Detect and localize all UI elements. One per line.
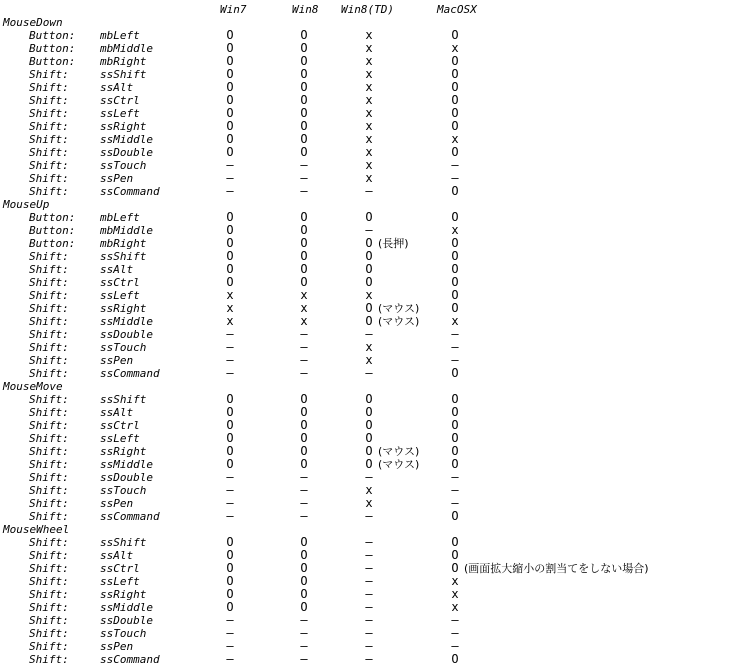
parameter-label: ssShift [100,68,147,81]
support-mark-win7: — [226,613,234,627]
event-type-label: Shift: [29,562,69,575]
event-type-label: Shift: [29,640,69,653]
support-mark-win7: O [226,223,234,237]
event-type-label: Shift: [29,445,69,458]
support-mark-win7: — [226,496,234,510]
event-type-label: Shift: [29,302,69,315]
section-title: MouseUp [3,198,50,211]
support-mark-win7: — [226,509,234,523]
parameter-label: ssLeft [100,575,140,588]
support-mark-win8td: O [365,275,373,289]
event-type-label: Shift: [29,549,69,562]
section-title: MouseDown [3,16,63,29]
event-type-label: Shift: [29,393,69,406]
event-type-label: Shift: [29,406,69,419]
parameter-label: ssLeft [100,432,140,445]
parameter-label: ssTouch [100,627,147,640]
event-type-label: Shift: [29,81,69,94]
win8td-note: (マウス) [378,445,420,458]
support-mark-macosx: O [451,119,459,133]
support-mark-win8td: O [365,262,373,276]
support-mark-macosx: x [451,132,459,146]
support-mark-win8: — [300,366,308,380]
support-mark-macosx: O [451,288,459,302]
parameter-label: ssPen [100,497,134,510]
parameter-label: ssLeft [100,289,140,302]
parameter-label: ssAlt [100,549,134,562]
event-type-label: Button: [29,211,76,224]
support-mark-win8td: — [365,223,373,237]
support-mark-win7: — [226,366,234,380]
support-mark-win8: O [300,145,308,159]
support-mark-macosx: — [451,613,459,627]
support-mark-win8: O [300,275,308,289]
support-mark-win7: — [226,184,234,198]
support-mark-macosx: — [451,158,459,172]
event-type-label: Button: [29,224,76,237]
support-mark-win8td: O [365,457,373,471]
parameter-label: ssDouble [100,471,153,484]
support-mark-win8: x [300,301,308,315]
support-mark-macosx: x [451,574,459,588]
support-mark-macosx: O [451,67,459,81]
support-mark-win8td: x [365,80,373,94]
parameter-label: mbRight [100,55,147,68]
support-mark-win8td: O [365,405,373,419]
support-mark-win8: O [300,431,308,445]
support-mark-win7: x [226,288,234,302]
support-mark-win8td: O [365,444,373,458]
support-mark-win8td: — [365,535,373,549]
event-type-label: Button: [29,42,76,55]
event-type-label: Shift: [29,458,69,471]
support-mark-win8td: — [365,509,373,523]
parameter-label: ssAlt [100,81,134,94]
support-mark-win7: O [226,106,234,120]
support-mark-win8: O [300,236,308,250]
event-type-label: Shift: [29,432,69,445]
parameter-label: ssRight [100,588,147,601]
support-mark-win7: O [226,457,234,471]
support-mark-win7: O [226,80,234,94]
support-mark-macosx: O [451,236,459,250]
parameter-label: ssDouble [100,328,153,341]
support-mark-win7: — [226,340,234,354]
support-mark-win7: O [226,392,234,406]
support-mark-win7: O [226,275,234,289]
support-mark-macosx: O [451,106,459,120]
support-mark-macosx: O [451,392,459,406]
support-mark-macosx: — [451,353,459,367]
parameter-label: mbLeft [100,29,140,42]
support-mark-win7: — [226,652,234,665]
win8td-note: (長押) [378,237,409,250]
support-mark-macosx: — [451,626,459,640]
support-mark-win7: — [226,158,234,172]
event-type-label: Shift: [29,601,69,614]
support-mark-macosx: O [451,249,459,263]
parameter-label: ssRight [100,120,147,133]
support-mark-macosx: — [451,639,459,653]
support-mark-win7: O [226,535,234,549]
parameter-label: ssAlt [100,263,134,276]
support-mark-win8: O [300,405,308,419]
parameter-label: ssCtrl [100,419,140,432]
parameter-label: ssCommand [100,510,160,523]
support-mark-win8td: x [365,28,373,42]
support-mark-win7: — [226,171,234,185]
column-header-win8: Win8 [292,3,319,16]
parameter-label: ssTouch [100,159,147,172]
parameter-label: mbRight [100,237,147,250]
support-mark-win8td: x [365,145,373,159]
support-mark-macosx: O [451,509,459,523]
support-mark-macosx: O [451,80,459,94]
support-mark-win8: O [300,392,308,406]
support-mark-macosx: x [451,587,459,601]
parameter-label: ssMiddle [100,315,153,328]
parameter-label: ssPen [100,640,134,653]
support-mark-win8td: O [365,301,373,315]
support-mark-win8td: x [365,67,373,81]
parameter-label: ssCtrl [100,562,140,575]
event-type-label: Shift: [29,289,69,302]
support-mark-win8td: O [365,418,373,432]
support-mark-macosx: O [451,210,459,224]
support-mark-win8: — [300,496,308,510]
support-mark-macosx: O [451,262,459,276]
event-type-label: Shift: [29,367,69,380]
support-mark-macosx: — [451,496,459,510]
support-mark-win8td: x [365,119,373,133]
parameter-label: ssRight [100,302,147,315]
support-mark-win8td: x [365,496,373,510]
support-mark-macosx: O [451,93,459,107]
support-mark-win8: x [300,288,308,302]
support-mark-win7: x [226,301,234,315]
support-mark-win8td: — [365,639,373,653]
support-mark-macosx: O [451,548,459,562]
support-mark-win8td: — [365,366,373,380]
support-mark-win8: O [300,561,308,575]
event-type-label: Shift: [29,510,69,523]
support-mark-win8td: — [365,184,373,198]
support-mark-macosx: O [451,54,459,68]
event-type-label: Shift: [29,653,69,665]
support-mark-macosx: O [451,652,459,665]
support-mark-win8td: O [365,236,373,250]
parameter-label: ssMiddle [100,458,153,471]
support-mark-macosx: O [451,457,459,471]
support-mark-macosx: O [451,418,459,432]
parameter-label: ssCtrl [100,94,140,107]
parameter-label: ssTouch [100,341,147,354]
support-mark-win7: O [226,28,234,42]
event-type-label: Shift: [29,159,69,172]
support-mark-macosx: — [451,470,459,484]
support-mark-win8: O [300,28,308,42]
support-mark-win8: — [300,158,308,172]
win8td-note: (マウス) [378,315,420,328]
event-type-label: Shift: [29,484,69,497]
parameter-label: ssPen [100,172,134,185]
support-mark-macosx: O [451,28,459,42]
support-mark-macosx: — [451,340,459,354]
support-mark-win8: — [300,171,308,185]
support-mark-macosx: O [451,535,459,549]
macosx-note: (画面拡大縮小の割当てをしない場合) [464,562,649,575]
support-mark-win8td: — [365,626,373,640]
support-mark-win8: O [300,54,308,68]
event-type-label: Shift: [29,536,69,549]
support-mark-win7: O [226,41,234,55]
support-mark-macosx: O [451,561,459,575]
parameter-label: ssCtrl [100,276,140,289]
parameter-label: ssCommand [100,653,160,665]
parameter-label: ssCommand [100,185,160,198]
support-mark-win7: — [226,470,234,484]
event-type-label: Button: [29,29,76,42]
support-mark-win7: O [226,145,234,159]
event-type-label: Shift: [29,94,69,107]
support-mark-win7: O [226,600,234,614]
support-mark-win8: O [300,210,308,224]
event-type-label: Shift: [29,120,69,133]
support-mark-win8: — [300,340,308,354]
support-mark-win8td: x [365,340,373,354]
column-header-win8td: Win8(TD) [341,3,394,16]
support-mark-macosx: O [451,301,459,315]
parameter-label: mbMiddle [100,224,153,237]
support-mark-win8: O [300,262,308,276]
support-mark-win8: O [300,93,308,107]
event-type-label: Shift: [29,354,69,367]
support-mark-win8td: — [365,470,373,484]
support-mark-win8: O [300,444,308,458]
support-mark-win8td: O [365,431,373,445]
support-mark-win7: — [226,626,234,640]
support-mark-win7: — [226,353,234,367]
support-mark-win8: — [300,184,308,198]
support-mark-win8td: — [365,613,373,627]
parameter-label: ssMiddle [100,601,153,614]
support-mark-win7: O [226,54,234,68]
support-mark-win7: O [226,67,234,81]
support-mark-win8td: — [365,587,373,601]
parameter-label: ssCommand [100,367,160,380]
event-type-label: Shift: [29,133,69,146]
support-mark-win7: O [226,132,234,146]
support-mark-win7: O [226,262,234,276]
event-type-label: Shift: [29,419,69,432]
support-mark-win8: O [300,587,308,601]
support-mark-win8: O [300,67,308,81]
event-type-label: Shift: [29,107,69,120]
support-mark-win7: O [226,405,234,419]
support-mark-macosx: x [451,223,459,237]
event-type-label: Shift: [29,315,69,328]
support-mark-win8: O [300,600,308,614]
support-mark-win7: O [226,587,234,601]
support-mark-macosx: — [451,171,459,185]
support-mark-win7: O [226,431,234,445]
support-mark-macosx: O [451,184,459,198]
support-mark-win8: x [300,314,308,328]
support-mark-win7: O [226,93,234,107]
support-mark-win7: O [226,249,234,263]
support-mark-macosx: O [451,275,459,289]
support-mark-win8: O [300,535,308,549]
event-type-label: Shift: [29,276,69,289]
support-mark-win8: O [300,41,308,55]
event-type-label: Shift: [29,328,69,341]
support-mark-win8: O [300,132,308,146]
section-title: MouseWheel [3,523,70,536]
support-mark-macosx: O [451,405,459,419]
support-mark-win8: O [300,106,308,120]
support-mark-win8td: x [365,106,373,120]
support-mark-win8td: — [365,574,373,588]
support-mark-win8: — [300,509,308,523]
support-mark-win8td: x [365,483,373,497]
support-mark-macosx: — [451,483,459,497]
parameter-label: ssShift [100,536,147,549]
event-type-label: Shift: [29,588,69,601]
parameter-label: mbMiddle [100,42,153,55]
parameter-label: ssDouble [100,614,153,627]
event-type-label: Shift: [29,471,69,484]
support-mark-win7: — [226,327,234,341]
support-mark-win8: — [300,353,308,367]
support-mark-win8: O [300,249,308,263]
support-mark-win8: — [300,639,308,653]
support-mark-win8: — [300,626,308,640]
support-mark-win8td: — [365,548,373,562]
parameter-label: ssTouch [100,484,147,497]
support-mark-macosx: O [451,145,459,159]
support-mark-win8td: x [365,93,373,107]
parameter-label: ssDouble [100,146,153,159]
support-mark-win7: O [226,236,234,250]
support-mark-win8td: — [365,600,373,614]
support-mark-win8td: x [365,171,373,185]
event-type-label: Shift: [29,627,69,640]
support-mark-macosx: x [451,314,459,328]
support-mark-win8: O [300,418,308,432]
support-mark-win8td: O [365,210,373,224]
support-mark-win8td: x [365,132,373,146]
support-mark-win8: — [300,483,308,497]
support-mark-win7: O [226,119,234,133]
support-mark-macosx: x [451,41,459,55]
event-type-label: Shift: [29,250,69,263]
section-title: MouseMove [3,380,63,393]
event-type-label: Button: [29,237,76,250]
support-mark-win8td: x [365,158,373,172]
event-type-label: Shift: [29,614,69,627]
support-mark-win8td: x [365,288,373,302]
support-mark-win8td: O [365,249,373,263]
event-type-label: Shift: [29,68,69,81]
support-mark-win8td: — [365,652,373,665]
parameter-label: ssShift [100,250,147,263]
parameter-label: ssShift [100,393,147,406]
support-mark-win7: — [226,639,234,653]
support-mark-macosx: O [451,444,459,458]
event-type-label: Shift: [29,172,69,185]
support-mark-win8td: O [365,314,373,328]
support-mark-win7: — [226,483,234,497]
event-type-label: Shift: [29,341,69,354]
win8td-note: (マウス) [378,458,420,471]
support-mark-win7: O [226,444,234,458]
parameter-label: ssLeft [100,107,140,120]
support-mark-win7: O [226,418,234,432]
support-mark-win8: — [300,327,308,341]
win8td-note: (マウス) [378,302,420,315]
support-mark-win8: O [300,457,308,471]
support-mark-win8td: O [365,392,373,406]
support-mark-win8: — [300,613,308,627]
support-mark-win8: — [300,652,308,665]
support-mark-macosx: — [451,327,459,341]
event-type-label: Shift: [29,146,69,159]
parameter-label: ssRight [100,445,147,458]
support-mark-win8td: — [365,327,373,341]
support-mark-win8: O [300,80,308,94]
support-mark-win8: O [300,119,308,133]
event-type-label: Shift: [29,185,69,198]
column-header-macosx: MacOSX [437,3,477,16]
event-type-label: Button: [29,55,76,68]
event-type-label: Shift: [29,263,69,276]
support-mark-win8td: x [365,54,373,68]
support-mark-win7: O [226,210,234,224]
support-mark-win8td: x [365,41,373,55]
support-mark-win8: O [300,548,308,562]
parameter-label: ssMiddle [100,133,153,146]
parameter-label: ssPen [100,354,134,367]
support-mark-win7: O [226,574,234,588]
support-mark-win7: x [226,314,234,328]
support-mark-win7: O [226,561,234,575]
event-type-label: Shift: [29,575,69,588]
support-mark-win8td: x [365,353,373,367]
event-type-label: Shift: [29,497,69,510]
parameter-label: ssAlt [100,406,134,419]
support-mark-macosx: O [451,366,459,380]
support-mark-win8: — [300,470,308,484]
parameter-label: mbLeft [100,211,140,224]
support-mark-win7: O [226,548,234,562]
support-mark-win8td: — [365,561,373,575]
support-mark-win8: O [300,574,308,588]
support-mark-macosx: x [451,600,459,614]
support-mark-macosx: O [451,431,459,445]
column-header-win7: Win7 [220,3,247,16]
support-mark-win8: O [300,223,308,237]
